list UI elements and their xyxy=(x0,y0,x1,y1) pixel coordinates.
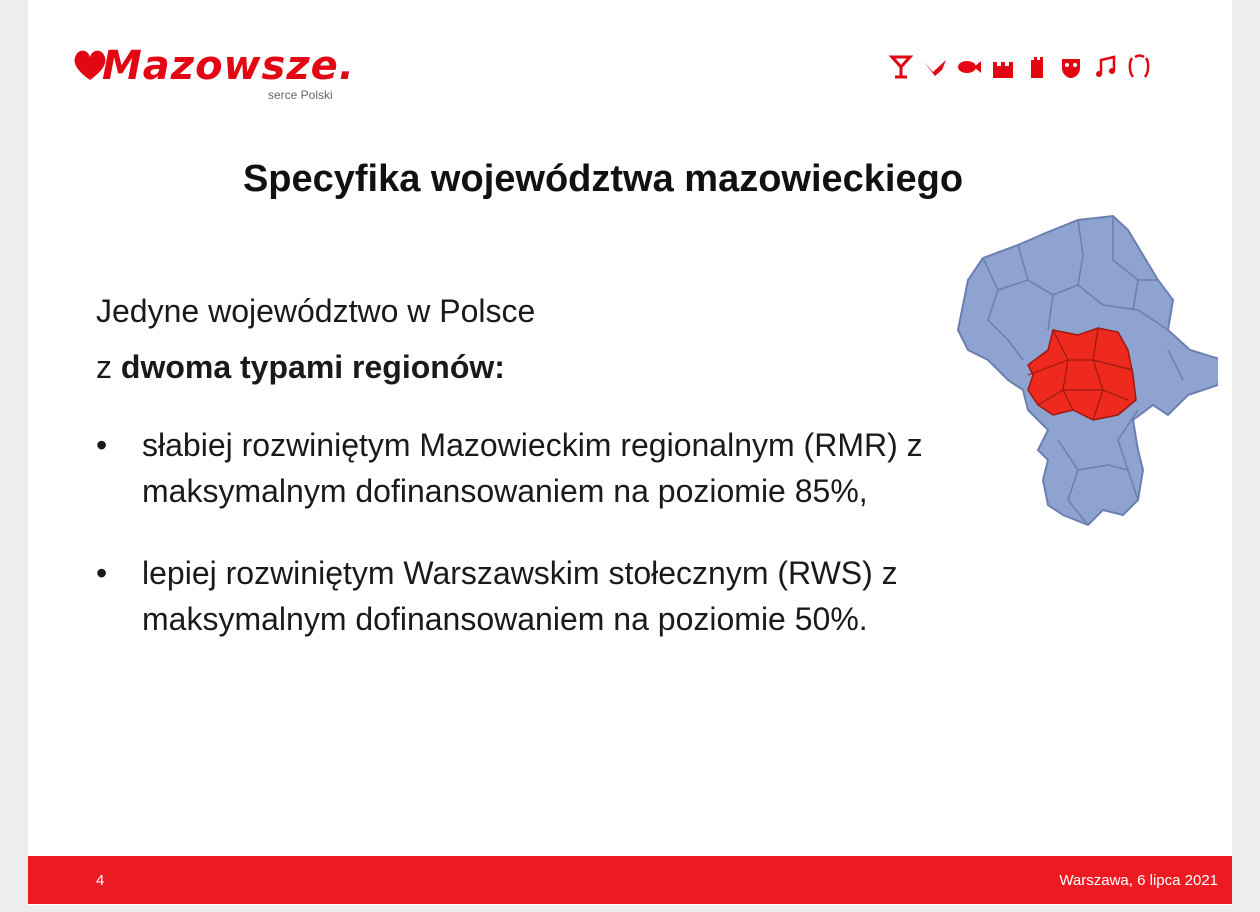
intro-line-1: Jedyne województwo w Polsce xyxy=(96,293,536,329)
voivodeship-map xyxy=(928,210,1218,530)
slide-title: Specyfika województwa mazowieckiego xyxy=(242,158,964,200)
wine-glass-icon xyxy=(888,54,914,80)
intro-bold: dwoma typami regionów: xyxy=(120,349,505,385)
bullet-text-rws: lepiej rozwiniętym Warszawskim stołecznym (RWS) z maksymalnym dofinansowaniem na poziomie 50%. xyxy=(142,555,898,637)
intro-line-2 xyxy=(96,339,535,395)
logo-tagline: serce Polski xyxy=(268,88,333,102)
music-note-icon xyxy=(1092,54,1118,80)
bird-icon xyxy=(922,54,948,80)
castle-icon xyxy=(990,54,1016,80)
icon-strip xyxy=(888,50,1188,84)
logo-wordmark: Mazowsze. xyxy=(102,43,355,89)
tower-icon xyxy=(1024,54,1050,80)
bullet-list xyxy=(96,422,976,678)
face-outline-icon xyxy=(1126,54,1152,80)
footer-bar xyxy=(28,856,1232,904)
list-item xyxy=(96,550,976,642)
intro-text xyxy=(96,283,535,395)
mazowsze-logo xyxy=(72,38,382,108)
footer-place-date: Warszawa, 6 lipca 2021 xyxy=(1059,872,1218,889)
bullet-symbol: • xyxy=(96,555,108,591)
slide xyxy=(28,0,1232,905)
bullet-text-rmr: słabiej rozwiniętym Mazowieckim regionalnym (RMR) z maksymalnym dofinansowaniem na poziomie 85%, xyxy=(142,427,923,509)
mask-icon xyxy=(1058,54,1084,80)
fish-icon xyxy=(956,54,982,80)
bullet-symbol: • xyxy=(96,427,108,463)
intro-prefix: z xyxy=(96,349,121,385)
page-number: 4 xyxy=(96,872,105,889)
list-item xyxy=(96,422,976,514)
